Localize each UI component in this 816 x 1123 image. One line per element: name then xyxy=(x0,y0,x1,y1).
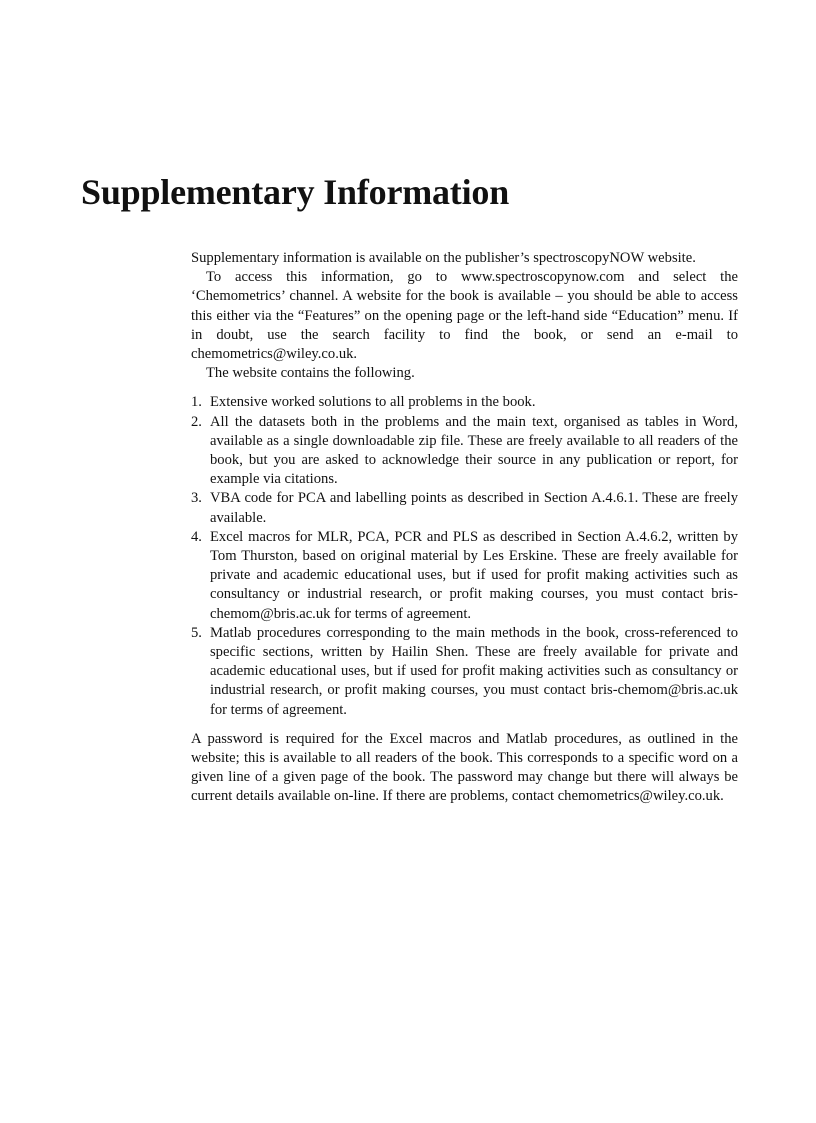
website-contents-list xyxy=(191,393,738,719)
page-title: Supplementary Information xyxy=(81,172,510,212)
list-item xyxy=(191,489,738,527)
list-item-text: VBA code for PCA and labelling points as described in Section A.4.6.1. These are freely available. xyxy=(210,490,738,526)
list-item-text: Matlab procedures corresponding to the main methods in the book, cross-referenced to specific sections, written by Hailin Shen. These are freely available for private and academic educational uses, but if used for profit making activities such as consultancy or industrial research, or profit making courses, you must contact bris-chemom@bris.ac.uk for terms of agreement. xyxy=(210,624,738,718)
list-item-number: 5. xyxy=(191,624,202,641)
list-item xyxy=(191,624,738,720)
list-item xyxy=(191,393,738,412)
list-item-number: 4. xyxy=(191,528,202,545)
list-item-number: 3. xyxy=(191,490,202,507)
list-item xyxy=(191,413,738,490)
intro-paragraph-1: Supplementary information is available on the publisher’s spectroscopyNOW website. xyxy=(191,250,696,266)
list-item xyxy=(191,528,738,624)
list-item-text: All the datasets both in the problems and the main text, organised as tables in Word, available as a single downloadable zip file. These are freely available to all readers of the book, but you are asked to acknowledge their source in any publication or report, for example via citations. xyxy=(210,413,738,488)
intro-paragraph-3: The website contains the following. xyxy=(206,365,415,382)
body-text xyxy=(191,249,738,807)
list-item-text: Excel macros for MLR, PCA, PCR and PLS as described in Section A.4.6.2, written by Tom Thurston, based on original material by Les Erskine. These are freely available for private and academic educational uses, but if used for profit making activities such as consultancy or industrial research, or profit making courses, you must contact bris-chemom@bris.ac.uk for terms of agreement. xyxy=(210,528,738,622)
list-item-number: 1. xyxy=(191,394,202,411)
intro-paragraph-2: To access this information, go to www.spectroscopynow.com and select the ‘Chemometrics’ channel. A website for the book is available – you should be able to access this either via the “Features” on the opening page or the left-hand side “Education” menu. If in doubt, use the search facility to find the book, or send an e-mail to chemometrics@wiley.co.uk. xyxy=(191,269,738,363)
closing-paragraph: A password is required for the Excel macros and Matlab procedures, as outlined in the website; this is available to all readers of the book. This corresponds to a specific word on a given line of a given page of the book. The password may change but there will always be current details available on-line. If there are problems, contact chemometrics@wiley.co.uk. xyxy=(191,730,738,805)
list-item-number: 2. xyxy=(191,413,202,430)
list-item-text: Extensive worked solutions to all problems in the book. xyxy=(210,394,536,411)
